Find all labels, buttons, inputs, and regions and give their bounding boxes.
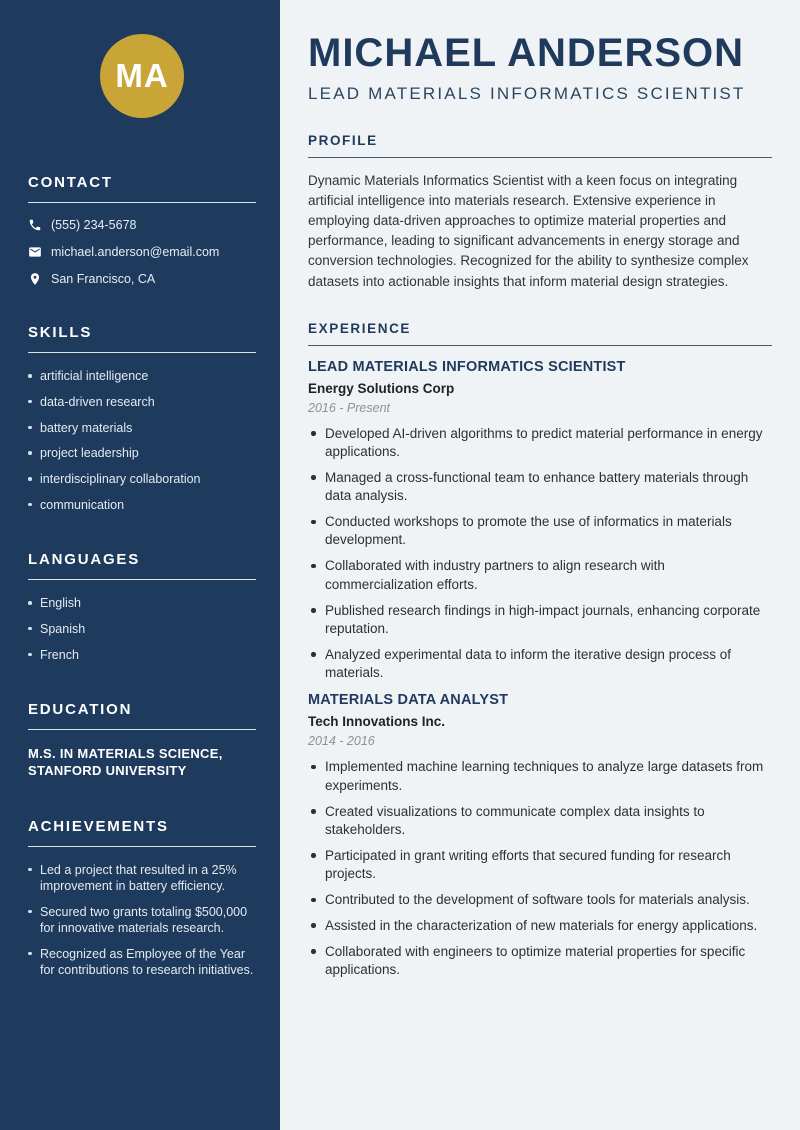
job-bullet: Conducted workshops to promote the use of informatics in materials development. [308, 513, 772, 550]
skills-heading: SKILLS [28, 324, 256, 353]
email-icon [28, 245, 42, 259]
person-name: MICHAEL ANDERSON [308, 31, 745, 75]
contact-location-text: San Francisco, CA [51, 272, 156, 286]
languages-section [28, 551, 256, 663]
skill-item: battery materials [28, 420, 256, 436]
job-entry-2 [308, 692, 772, 979]
skill-item: interdisciplinary collaboration [28, 471, 256, 487]
job-dates: 2016 - Present [308, 400, 390, 415]
profile-heading: PROFILE [308, 133, 772, 158]
skill-item: project leadership [28, 445, 256, 461]
achievement-item: Recognized as Employee of the Year for contributions to research initiatives. [28, 946, 256, 979]
avatar-initials: MA [115, 57, 169, 94]
languages-heading: LANGUAGES [28, 551, 256, 580]
job-bullet: Managed a cross-functional team to enhance battery materials through data analysis. [308, 469, 772, 506]
contact-phone-row [28, 218, 256, 232]
job-bullets [308, 425, 772, 683]
achievements-list [28, 862, 256, 979]
job-bullet: Published research findings in high-impact journals, enhancing corporate reputation. [308, 602, 772, 639]
job-bullet: Collaborated with engineers to optimize material properties for specific applications. [308, 943, 772, 980]
skill-item: communication [28, 497, 256, 513]
language-item: Spanish [28, 621, 256, 637]
job-company: Energy Solutions Corp [308, 380, 455, 396]
contact-location-row [28, 272, 256, 286]
person-title: LEAD MATERIALS INFORMATICS SCIENTIST [308, 84, 746, 103]
skill-item: artificial intelligence [28, 368, 256, 384]
contact-email-text: michael.anderson@email.com [51, 245, 220, 259]
achievements-section [28, 818, 256, 979]
main-column [280, 0, 800, 1130]
education-section [28, 701, 256, 780]
education-heading: EDUCATION [28, 701, 256, 730]
avatar [100, 34, 184, 118]
job-title: MATERIALS DATA ANALYST [308, 692, 509, 709]
job-title: LEAD MATERIALS INFORMATICS SCIENTIST [308, 358, 626, 375]
skills-section [28, 324, 256, 513]
contact-heading: CONTACT [28, 174, 256, 203]
job-bullet: Analyzed experimental data to inform the iterative design process of materials. [308, 646, 772, 683]
contact-phone-text: (555) 234-5678 [51, 218, 137, 232]
job-bullet: Assisted in the characterization of new materials for energy applications. [308, 917, 772, 935]
job-bullet: Contributed to the development of software tools for materials analysis. [308, 891, 772, 909]
achievement-item: Led a project that resulted in a 25% improvement in battery efficiency. [28, 862, 256, 895]
achievements-heading: ACHIEVEMENTS [28, 818, 256, 847]
job-bullets [308, 758, 772, 979]
languages-list [28, 595, 256, 663]
contact-section [28, 174, 256, 286]
profile-text: Dynamic Materials Informatics Scientist with a keen focus on integrating artificial intelligence into materials research. Extensive experience in employing data-driven approaches to optimize material properties and performance, leading to significant advancements in energy storage and conversion technologies. Recognized for the ability to synthesize complex datasets into actionable insights that inform material design strategies. [308, 173, 749, 289]
job-bullet: Participated in grant writing efforts that secured funding for research projects. [308, 847, 772, 884]
language-item: English [28, 595, 256, 611]
location-icon [28, 272, 42, 286]
job-bullet: Developed AI-driven algorithms to predict material performance in energy applications. [308, 425, 772, 462]
job-company: Tech Innovations Inc. [308, 714, 446, 730]
sidebar [0, 0, 280, 1130]
job-bullet: Collaborated with industry partners to align research with commercialization efforts. [308, 557, 772, 594]
contact-email-row [28, 245, 256, 259]
achievement-item: Secured two grants totaling $500,000 for innovative materials research. [28, 904, 256, 937]
skill-item: data-driven research [28, 394, 256, 410]
job-entry-1 [308, 359, 772, 683]
job-bullet: Implemented machine learning techniques to analyze large datasets from experiments. [308, 758, 772, 795]
experience-heading: EXPERIENCE [308, 321, 772, 346]
language-item: French [28, 647, 256, 663]
skills-list [28, 368, 256, 513]
education-degree: M.S. IN MATERIALS SCIENCE, STANFORD UNIVERSITY [28, 745, 223, 779]
job-bullet: Created visualizations to communicate complex data insights to stakeholders. [308, 803, 772, 840]
job-dates: 2014 - 2016 [308, 734, 375, 749]
phone-icon [28, 218, 42, 232]
